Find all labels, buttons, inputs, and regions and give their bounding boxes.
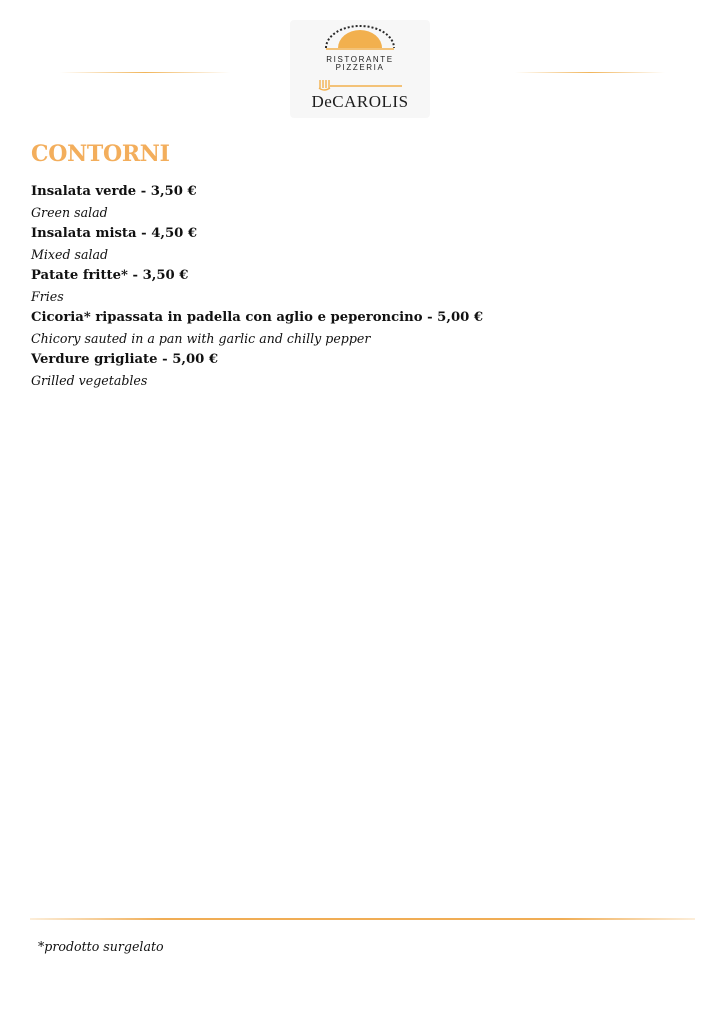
- header-divider-right: [515, 72, 665, 73]
- menu-item-name: Insalata mista - 4,50 €: [31, 226, 198, 241]
- logo-brand-name: DeCAROLIS: [311, 92, 409, 111]
- menu-item-description: Fries: [31, 289, 64, 304]
- menu-item-name: Patate fritte* - 3,50 €: [31, 268, 189, 283]
- logo-text-ristorante: RISTORANTE: [326, 55, 394, 64]
- menu-item-name: Verdure grigliate - 5,00 €: [31, 352, 219, 367]
- menu-item-description: Grilled vegetables: [31, 373, 148, 388]
- menu-item: [31, 349, 691, 391]
- menu-item: [31, 181, 691, 223]
- logo-text-pizzeria: PIZZERIA: [335, 63, 385, 72]
- menu-item-description: Mixed salad: [31, 247, 109, 262]
- header-divider-left: [60, 72, 230, 73]
- menu-item: [31, 265, 691, 307]
- menu-item-name: Insalata verde - 3,50 €: [31, 184, 197, 199]
- page-header: [0, 20, 721, 120]
- menu-item-name: Cicoria* ripassata in padella con aglio e peperoncino - 5,00 €: [31, 310, 484, 325]
- footnote: *prodotto surgelato: [38, 939, 164, 954]
- section-title: CONTORNI: [31, 141, 170, 167]
- menu-item-description: Chicory sauted in a pan with garlic and chilly pepper: [31, 331, 371, 346]
- restaurant-logo: [290, 20, 430, 118]
- menu-item: [31, 223, 691, 265]
- menu-item-description: Green salad: [31, 205, 108, 220]
- menu-item: [31, 307, 691, 349]
- footer-divider: [30, 918, 695, 920]
- menu-list: [31, 181, 691, 391]
